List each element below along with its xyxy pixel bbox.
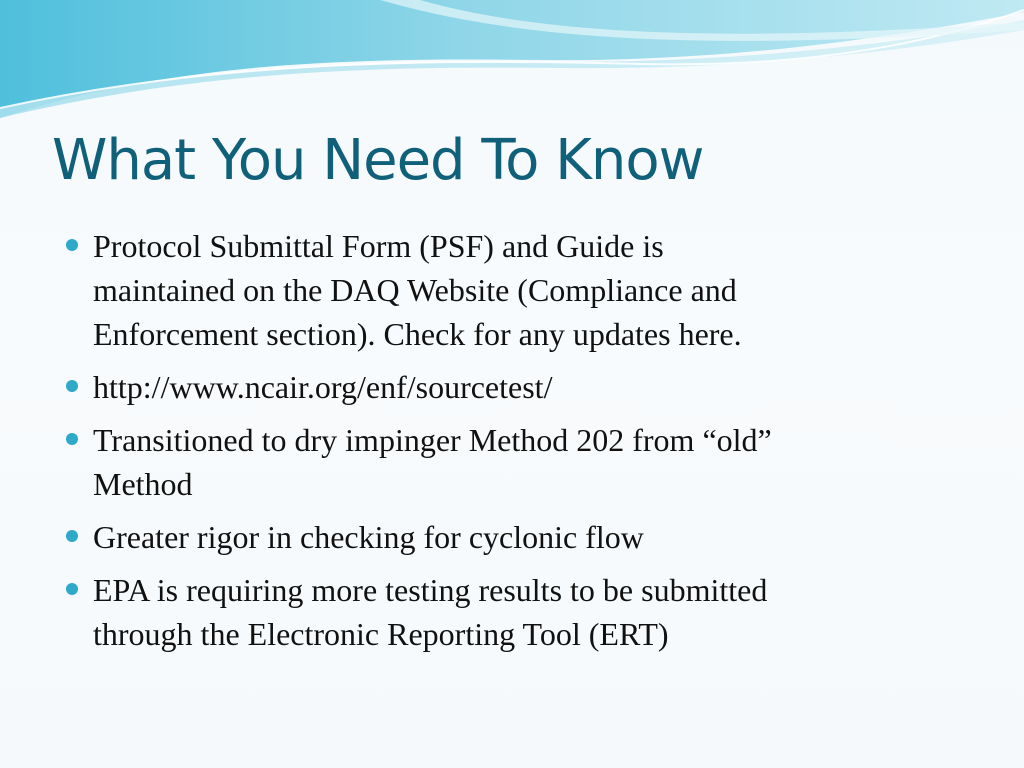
bullet-text-line: Protocol Submittal Form (PSF) and Guide is — [93, 228, 664, 264]
bullet-text-line: EPA is requiring more testing results to be submitted — [93, 572, 768, 608]
url-link[interactable]: http://www.ncair.org/enf/sourcetest/ — [93, 369, 553, 405]
bullet-text-line: Greater rigor in checking for cyclonic flow — [93, 519, 644, 555]
bullet-text-line: Enforcement section). Check for any updates here. — [93, 316, 742, 352]
bullet-item — [66, 418, 946, 506]
bullet-dot-icon — [66, 239, 78, 251]
bullet-item — [66, 365, 946, 409]
bullet-item — [66, 515, 946, 559]
bullet-text-line: through the Electronic Reporting Tool (ERT) — [93, 616, 669, 652]
bullet-dot-icon — [66, 380, 78, 392]
bullet-text-line: Method — [93, 466, 193, 502]
bullet-text-line: maintained on the DAQ Website (Compliance and — [93, 272, 737, 308]
header-wave-decoration — [0, 0, 1024, 130]
bullet-dot-icon — [66, 583, 78, 595]
bullet-item — [66, 224, 946, 356]
bullet-text-line: Transitioned to dry impinger Method 202 from “old” — [93, 422, 772, 458]
bullet-item — [66, 568, 946, 656]
bullet-dot-icon — [66, 530, 78, 542]
bullet-dot-icon — [66, 433, 78, 445]
bullet-list — [66, 224, 946, 665]
slide-title: What You Need To Know — [52, 128, 704, 193]
